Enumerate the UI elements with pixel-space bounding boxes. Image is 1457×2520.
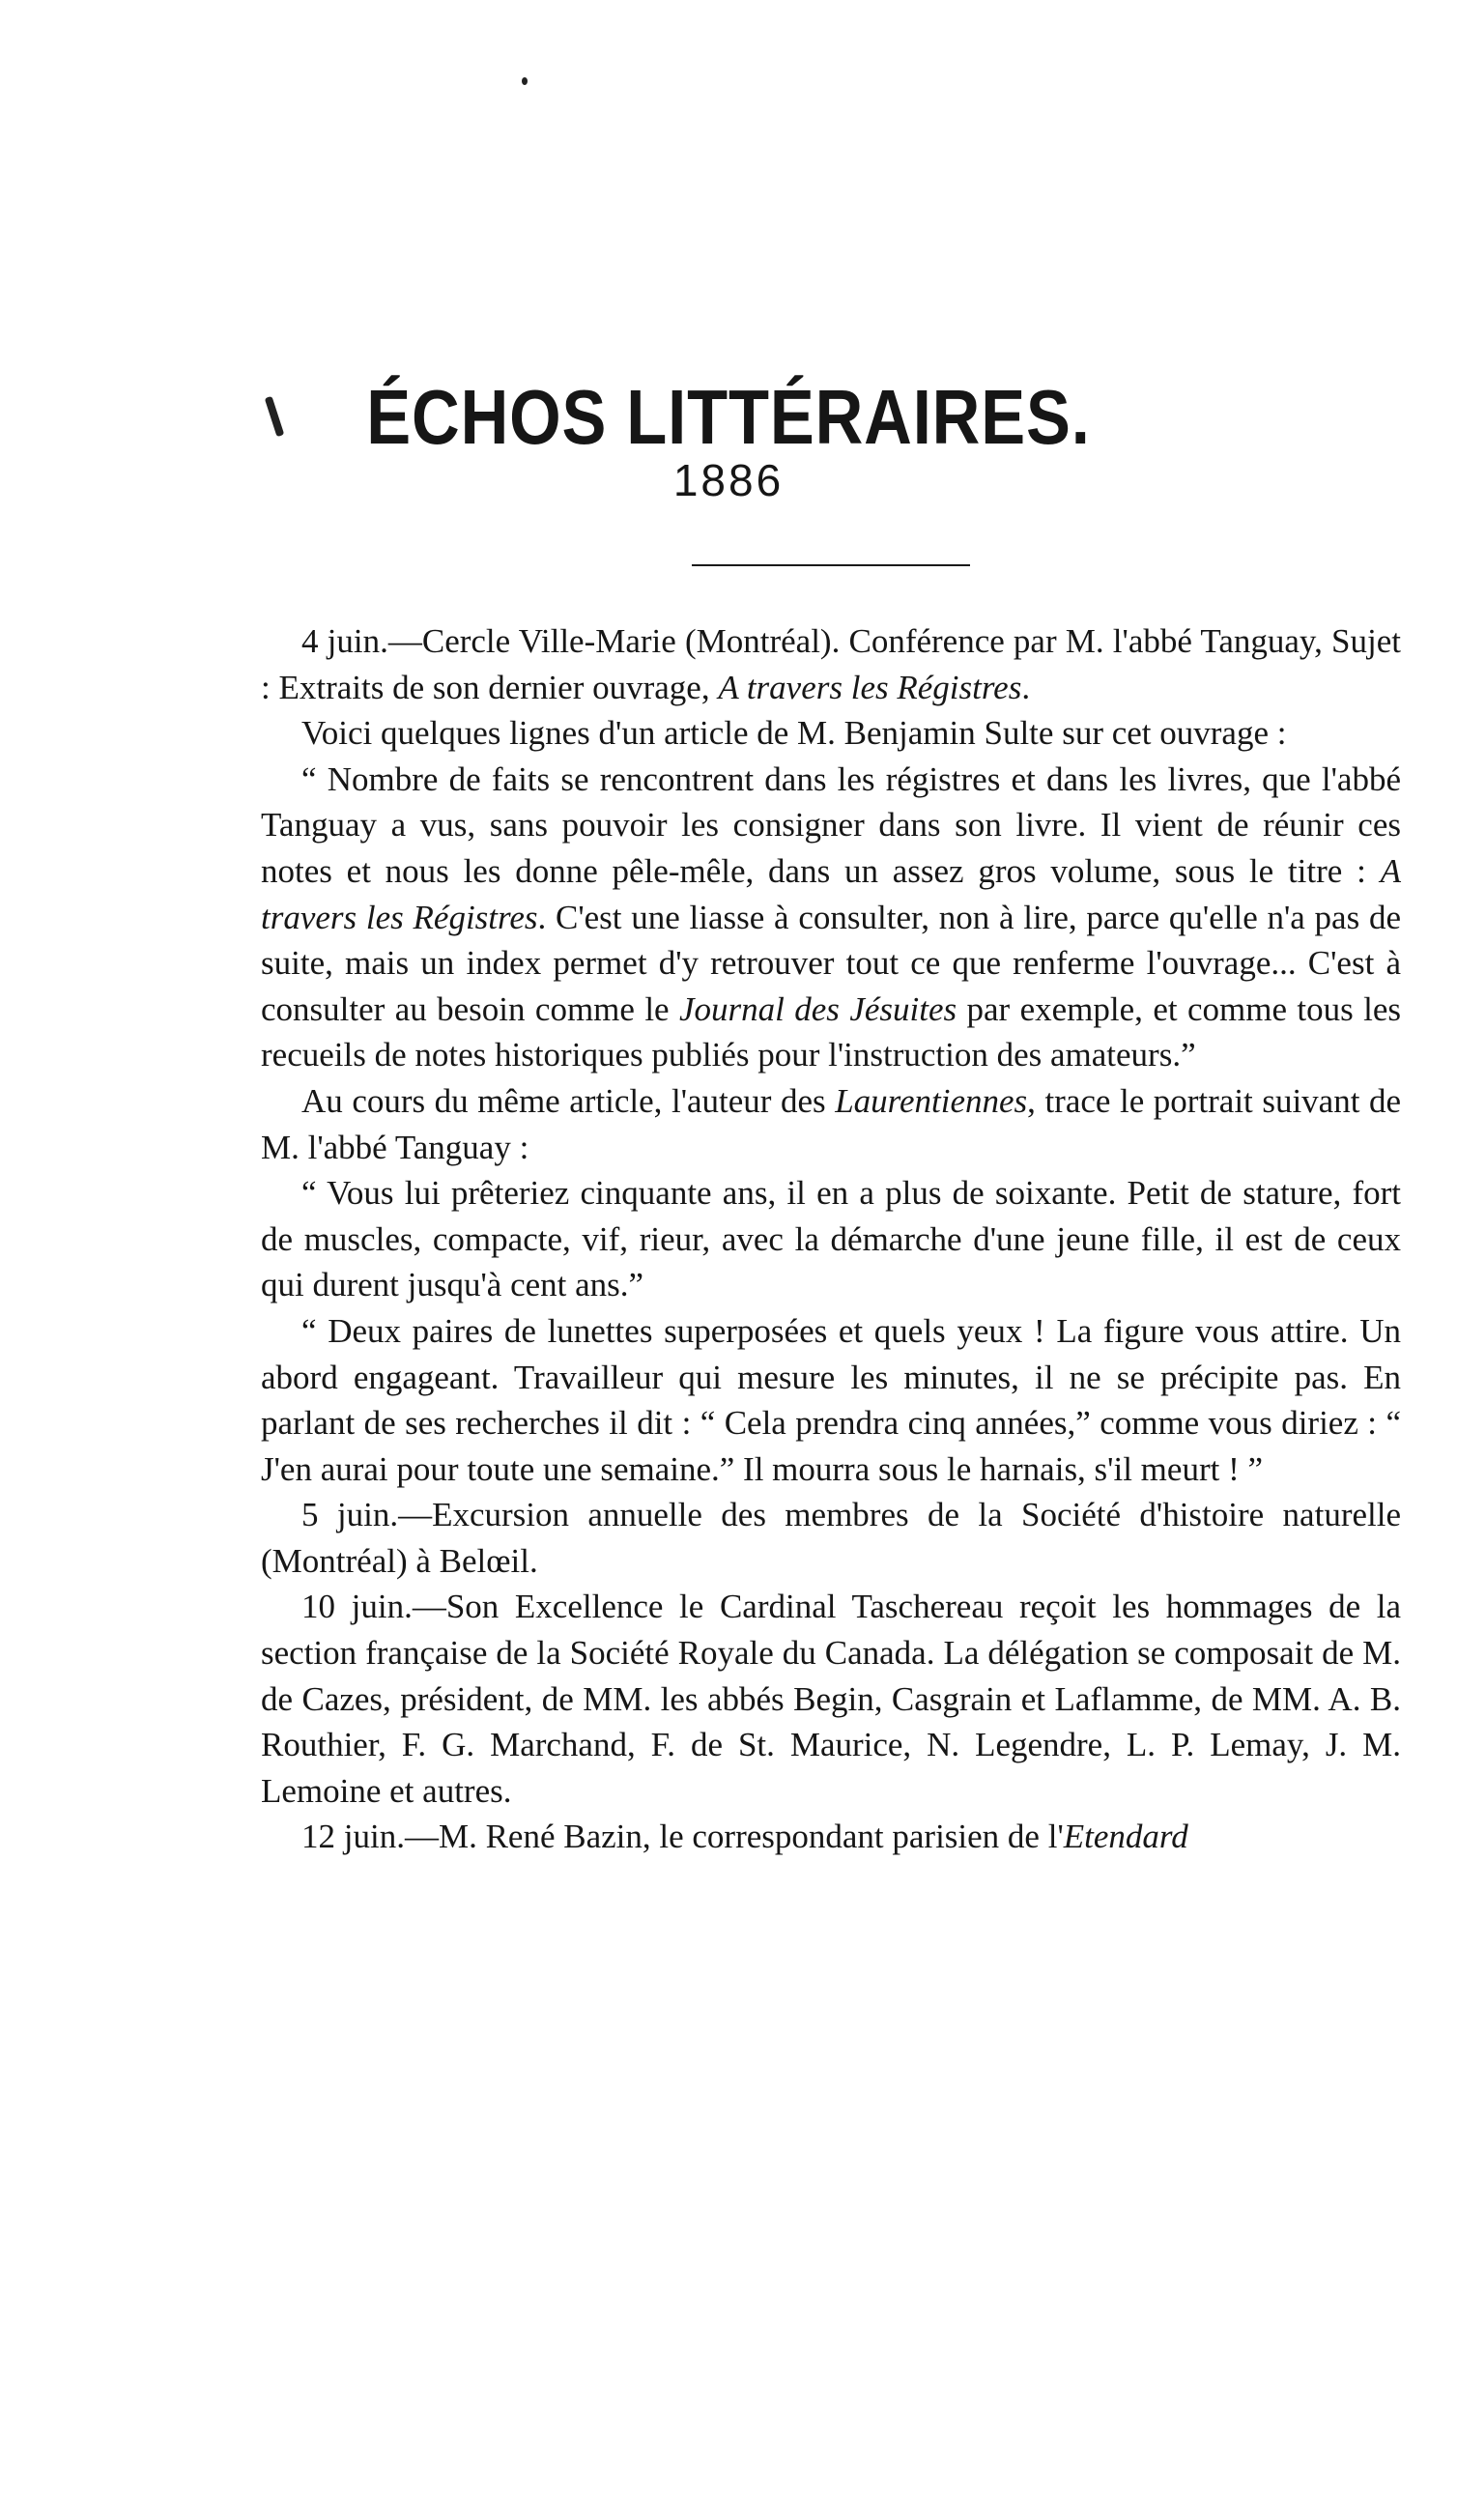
title-divider (692, 564, 970, 566)
paragraph (261, 710, 1401, 757)
italic-title: Laurentiennes (835, 1081, 1028, 1120)
text-run: 4 juin.—Cercle Ville-Marie (Montréal). Conférence par M. l'abbé Tanguay, Sujet : Extraits de son dernier ouvrage, (261, 622, 1401, 706)
text-run: , trace le portrait suivant de M. l'abbé Tanguay : (261, 1081, 1401, 1166)
text-run: 10 juin.—Son Excellence le Cardinal Taschereau reçoit les hommages de la section française de la Société Royale du Canada. La délégation se composait de M. de Cazes, président, de MM. les abbés Begin, Casgrain et Laflamme, de MM. A. B. Routhier, F. G. Marchand, F. de St. Maurice, N. Legendre, L. P. Lemay, J. M. Lemoine et autres. (261, 1588, 1401, 1810)
paragraph (261, 1170, 1401, 1308)
paragraph (261, 618, 1401, 710)
text-run: . (1021, 668, 1031, 706)
italic-title: A travers les Régistres (261, 851, 1401, 936)
body-text (261, 618, 1401, 1860)
italic-title: A travers les Régistres (718, 668, 1022, 706)
text-run: . C'est une liasse à consulter, non à lire, parce qu'elle n'a pas de suite, mais un index permet d'y retrouver tout ce que renferme l'ouvrage... C'est à consulter au besoin comme le (261, 898, 1401, 1028)
paragraph (261, 1492, 1401, 1584)
page-year: 1886 (672, 455, 785, 505)
paragraph (261, 1814, 1401, 1860)
paragraph (261, 1078, 1401, 1170)
text-run: “ Vous lui prêteriez cinquante ans, il en a plus de soixante. Petit de stature, fort de muscles, compacte, vif, rieur, avec la démarche d'une jeune fille, il est de ceux qui durent jusqu'à cent ans.” (261, 1174, 1401, 1304)
paragraph (261, 1584, 1401, 1814)
paragraph (261, 757, 1401, 1078)
text-run: Au cours du même article, l'auteur des (301, 1081, 836, 1120)
text-run: Voici quelques lignes d'un article de M. Benjamin Sulte sur cet ouvrage : (301, 714, 1287, 753)
text-run: 5 juin.—Excursion annuelle des membres de la Société d'histoire naturelle (Montréal) à Belœil. (261, 1496, 1401, 1580)
paragraph (261, 1308, 1401, 1492)
page-title: ÉCHOS LITTÉRAIRES. (366, 373, 1091, 460)
italic-title: Etendard (1063, 1818, 1188, 1856)
text-run: “ Nombre de faits se rencontrent dans les régistres et dans les livres, que l'abbé Tanguay a vus, sans pouvoir les consigner dans son livre. Il vient de réunir ces notes et nous les donne pêle-mêle, dans un assez gros volume, sous le titre : (261, 759, 1401, 890)
text-run: 12 juin.—M. René Bazin, le correspondant parisien de l' (301, 1818, 1064, 1856)
text-run: par exemple, et comme tous les recueils de notes historiques publiés pour l'instruction des amateurs.” (261, 989, 1402, 1074)
text-run: “ Deux paires de lunettes superposées et quels yeux ! La figure vous attire. Un abord engageant. Travailleur qui mesure les minutes, il ne se précipite pas. En parlant de ses recherches il dit : “ Cela prendra cinq années,” comme vous diriez : “ J'en aurai pour toute une semaine.” Il mourra sous le harnais, s'il meurt ! ” (261, 1311, 1401, 1488)
ink-speck (522, 77, 528, 85)
italic-title: Journal des Jésuites (678, 989, 957, 1028)
